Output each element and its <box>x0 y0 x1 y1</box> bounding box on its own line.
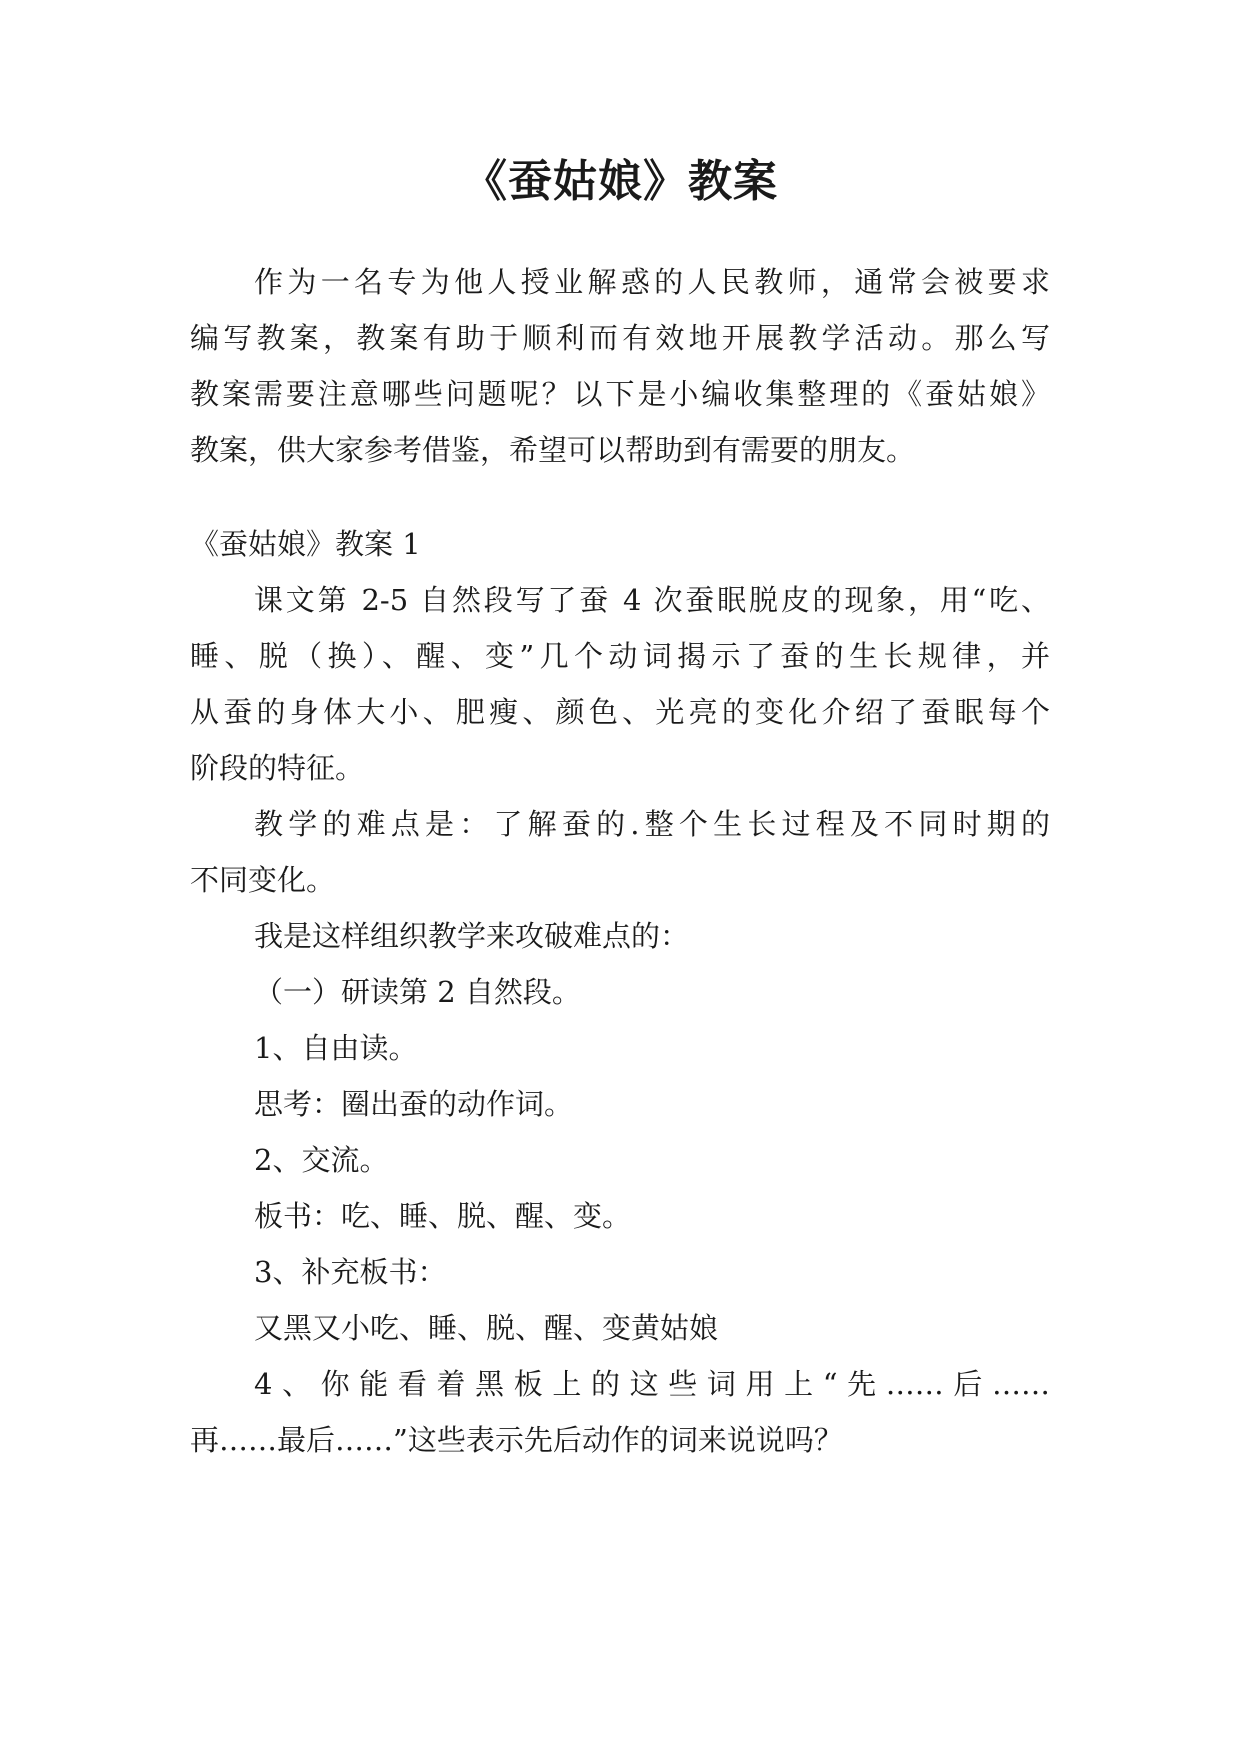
body-line: 板书：吃、睡、脱、醒、变。 <box>254 1199 632 1233</box>
body-line: 阶段的特征。 <box>190 751 365 785</box>
body-line: 1、自由读。 <box>254 1031 418 1065</box>
body-line: 不同变化。 <box>190 863 336 897</box>
intro-line: 作为一名专为他人授业解惑的人民教师，通常会被要求 <box>254 265 1050 299</box>
body-line: 再……最后……”这些表示先后动作的词来说说吗？ <box>190 1423 843 1457</box>
body-line: 3、补充板书： <box>254 1255 447 1289</box>
intro-line: 教案，供大家参考借鉴，希望可以帮助到有需要的朋友。 <box>190 433 916 467</box>
body-line: 课文第 2-5 自然段写了蚕 4 次蚕眠脱皮的现象，用“吃、 <box>254 583 1050 617</box>
body-line: 又黑又小吃、睡、脱、醒、变黄姑娘 <box>254 1311 719 1345</box>
intro-line: 教案需要注意哪些问题呢？以下是小编收集整理的《蚕姑娘》 <box>190 377 1050 411</box>
body-line: 我是这样组织教学来攻破难点的： <box>254 919 690 953</box>
body-line: 从蚕的身体大小、肥瘦、颜色、光亮的变化介绍了蚕眠每个 <box>190 695 1050 729</box>
body-line: 睡、脱（换）、醒、变”几个动词揭示了蚕的生长规律，并 <box>190 639 1050 673</box>
body-line: 2、交流。 <box>254 1143 389 1177</box>
body-line: （一）研读第 2 自然段。 <box>254 975 581 1009</box>
body-line: 教学的难点是：了解蚕的.整个生长过程及不同时期的 <box>254 807 1050 841</box>
section-heading: 《蚕姑娘》教案 1 <box>190 527 421 561</box>
document-title: 《蚕姑娘》教案 <box>463 156 778 207</box>
intro-line: 编写教案，教案有助于顺利而有效地开展教学活动。那么写 <box>190 321 1050 355</box>
body-line: 4、你能看着黑板上的这些词用上“先……后…… <box>254 1367 1050 1401</box>
body-line: 思考：圈出蚕的动作词。 <box>254 1087 574 1121</box>
